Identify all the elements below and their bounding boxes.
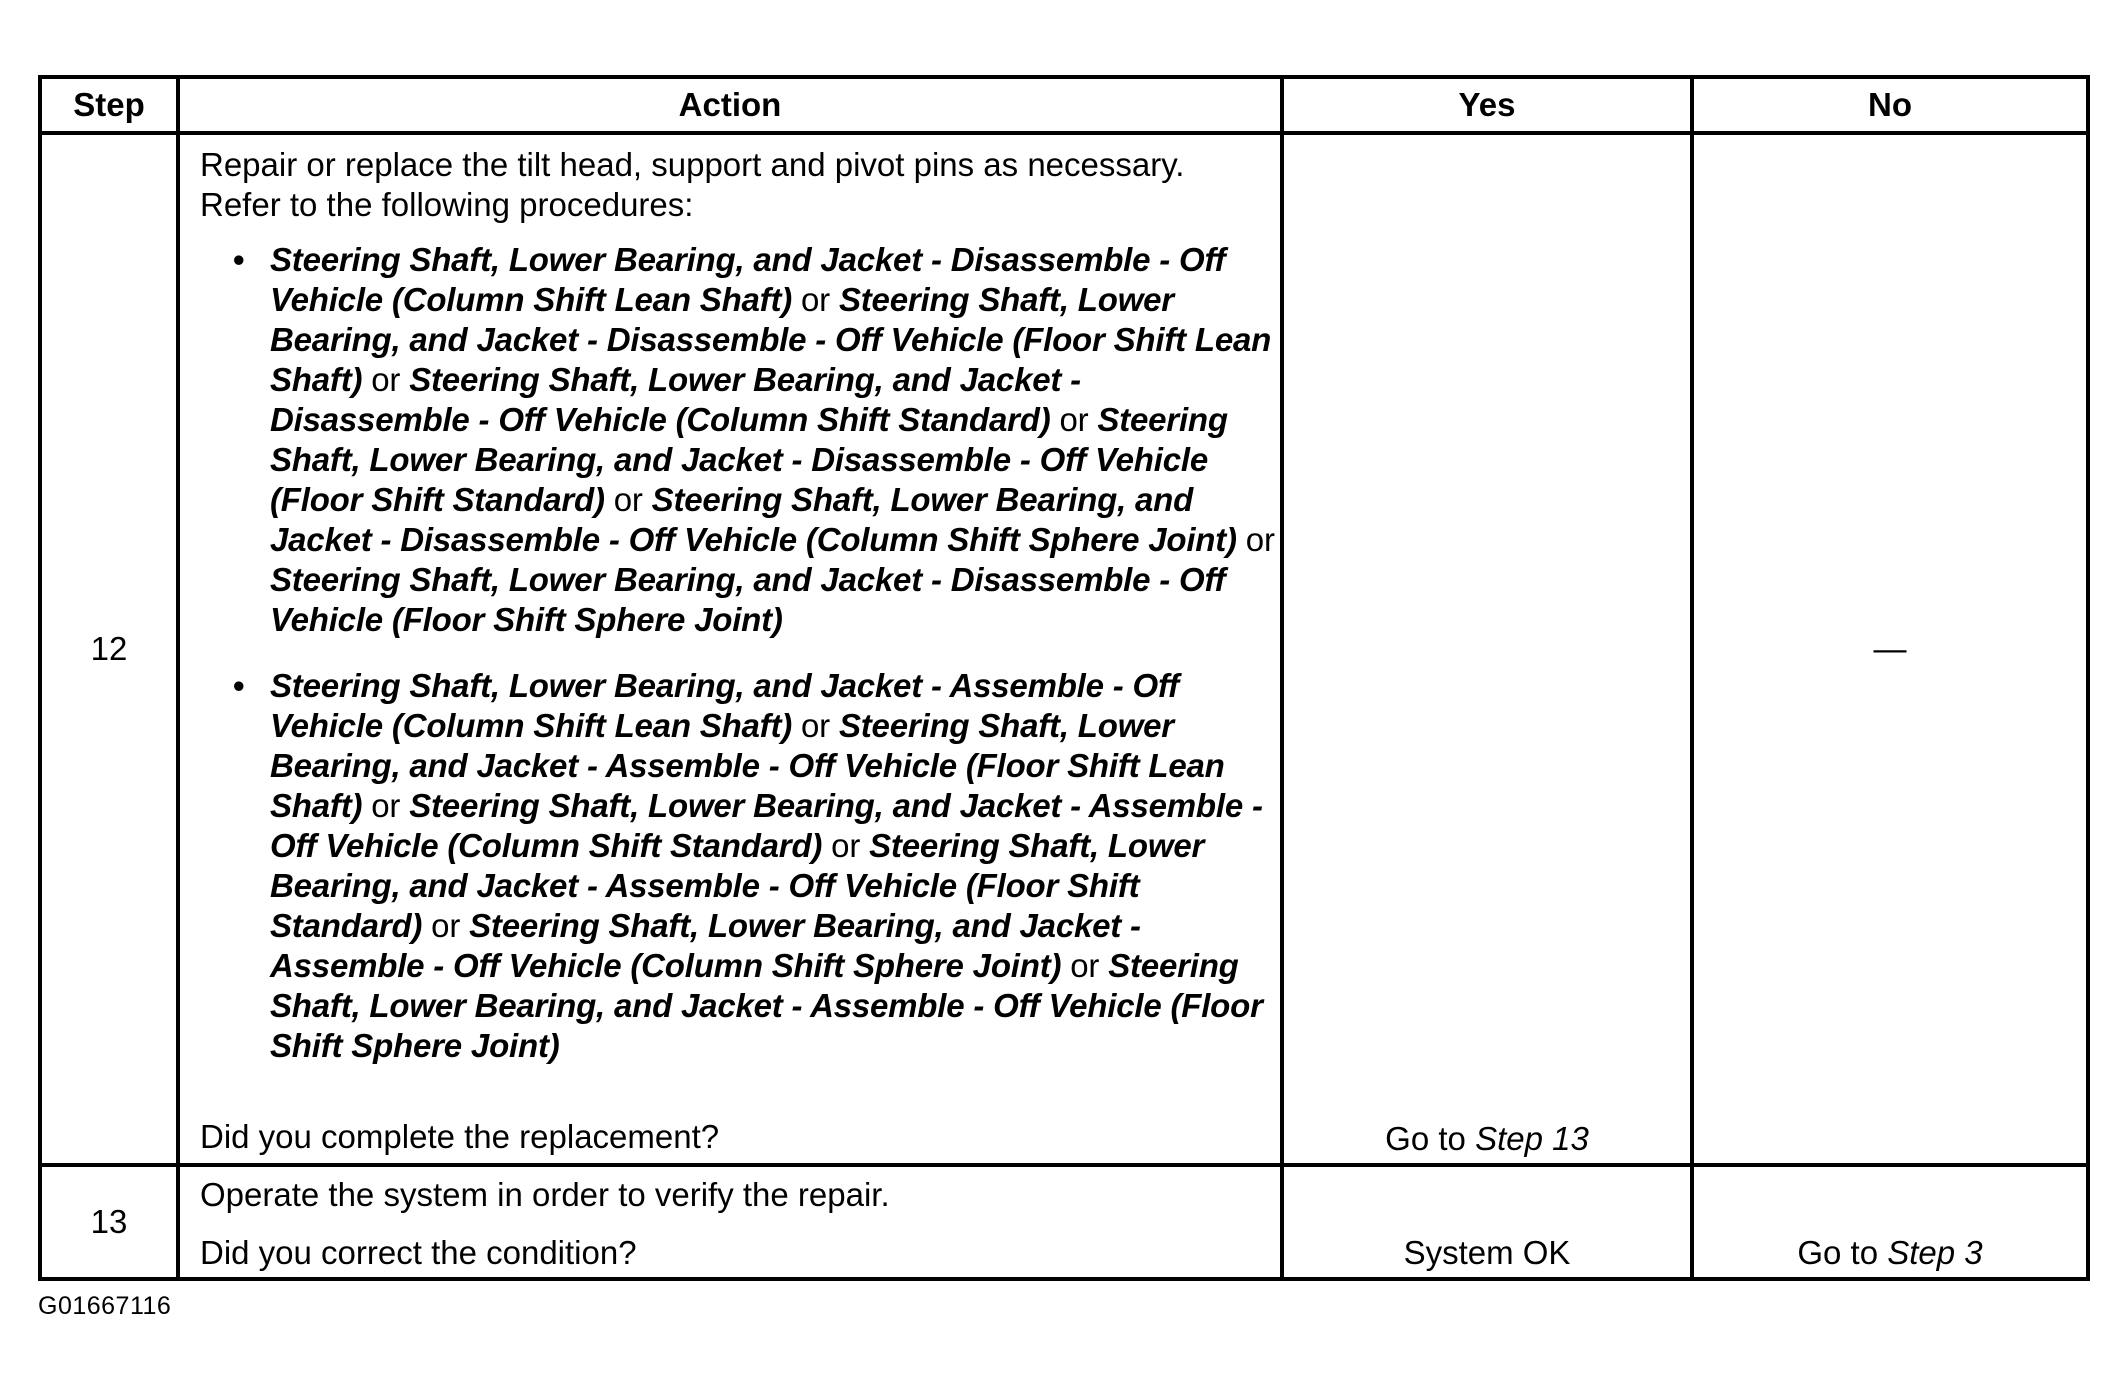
or-separator: or (1050, 401, 1098, 438)
no-cell: — (1692, 133, 2088, 1165)
or-separator: or (792, 707, 839, 744)
or-separator: or (822, 827, 870, 864)
table-row-step-13 (40, 1165, 2088, 1279)
action-intro-text: Repair or replace the tilt head, support and pivot pins as necessary. Refer to the following procedures: (200, 146, 1185, 223)
header-no: No (1692, 77, 2088, 133)
procedure-table (38, 75, 2090, 1281)
action-question: Did you correct the condition? (200, 1234, 637, 1271)
procedure-list-item (200, 240, 1280, 640)
yes-cell (1282, 133, 1692, 1165)
procedure-reference-link[interactable]: Steering Shaft, Lower Bearing, and Jacket - Assemble - Off Vehicle (Column Shift Standard) (270, 787, 1263, 864)
header-step: Step (40, 77, 178, 133)
header-yes: Yes (1282, 77, 1692, 133)
procedure-reference-link[interactable]: Steering Shaft, Lower Bearing, and Jacket - Assemble - Off Vehicle (Floor Shift Standard) (270, 827, 1205, 944)
or-separator: or (604, 481, 652, 518)
step-reference-link[interactable]: Step 13 (1475, 1120, 1589, 1157)
bullet-icon: • (233, 667, 245, 704)
procedure-reference-link[interactable]: Steering Shaft, Lower Bearing, and Jacket - Disassemble - Off Vehicle (Column Shift Sphere Joint) (270, 481, 1237, 558)
action-cell (178, 1165, 1282, 1279)
figure-id: G01667116 (38, 1292, 172, 1320)
step-number: 13 (40, 1165, 178, 1279)
header-row (40, 77, 2088, 133)
action-question: Did you complete the replacement? (200, 1118, 720, 1155)
no-cell (1692, 1165, 2088, 1279)
or-separator: or (362, 361, 410, 398)
action-cell (178, 133, 1282, 1165)
procedure-reference-link[interactable]: Steering Shaft, Lower Bearing, and Jacket - Assemble - Off Vehicle (Column Shift Sphere Joint) (270, 907, 1141, 984)
yes-cell: System OK (1282, 1165, 1692, 1279)
or-separator: or (1236, 521, 1275, 558)
action-text: Operate the system in order to verify the repair. (200, 1176, 890, 1213)
yes-prefix: Go to (1385, 1120, 1476, 1157)
procedure-reference-link[interactable]: Steering Shaft, Lower Bearing, and Jacket - Disassemble - Off Vehicle (Floor Shift Sphere Joint) (270, 561, 1226, 638)
procedure-reference-link[interactable]: Steering Shaft, Lower Bearing, and Jacket - Assemble - Off Vehicle (Floor Shift Sphere Joint) (270, 947, 1263, 1064)
procedure-reference-link[interactable]: Steering Shaft, Lower Bearing, and Jacket - Assemble - Off Vehicle (Column Shift Lean Shaft) (270, 667, 1179, 744)
step-number: 12 (40, 133, 178, 1165)
procedure-reference-link[interactable]: Steering Shaft, Lower Bearing, and Jacket - Disassemble - Off Vehicle (Floor Shift Lean Shaft) (270, 281, 1272, 398)
bullet-icon: • (233, 241, 245, 278)
header-action: Action (178, 77, 1282, 133)
table-row-step-12 (40, 133, 2088, 1165)
step-reference-link[interactable]: Step 3 (1887, 1234, 1983, 1271)
procedure-reference-link[interactable]: Steering Shaft, Lower Bearing, and Jacket - Disassemble - Off Vehicle (Floor Shift Standard) (270, 401, 1228, 518)
or-separator: or (792, 281, 839, 318)
procedure-reference-link[interactable]: Steering Shaft, Lower Bearing, and Jacket - Assemble - Off Vehicle (Floor Shift Lean Shaft) (270, 707, 1225, 824)
procedure-reference-link[interactable]: Steering Shaft, Lower Bearing, and Jacket - Disassemble - Off Vehicle (Column Shift Standard) (270, 361, 1081, 438)
procedure-list (200, 240, 1280, 1066)
no-prefix: Go to (1797, 1234, 1888, 1271)
procedure-reference-link[interactable]: Steering Shaft, Lower Bearing, and Jacket - Disassemble - Off Vehicle (Column Shift Lean Shaft) (270, 241, 1226, 318)
procedure-list-item (200, 666, 1280, 1066)
or-separator: or (1061, 947, 1109, 984)
or-separator: or (362, 787, 410, 824)
or-separator: or (422, 907, 470, 944)
